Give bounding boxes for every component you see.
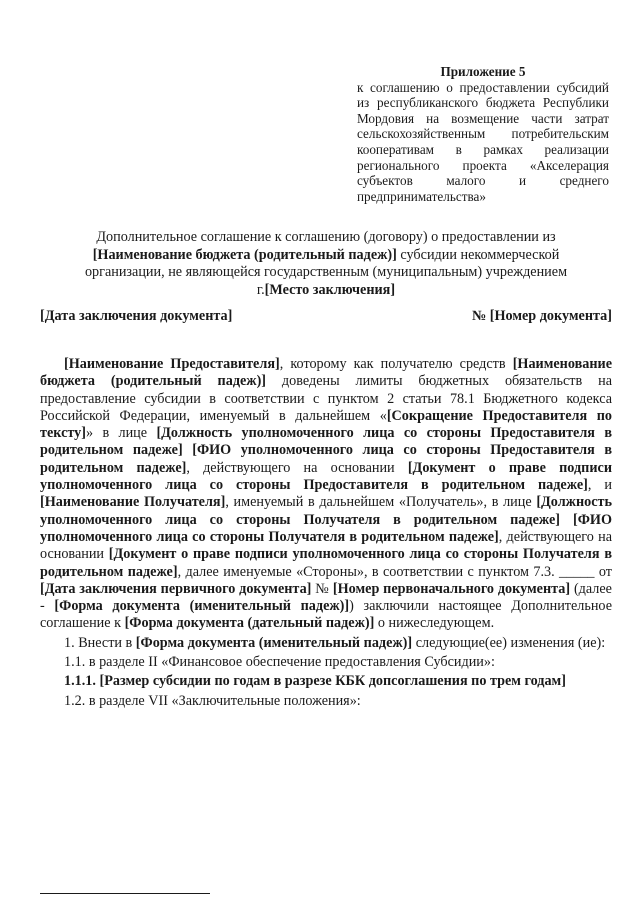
placeholder-text: [Наименование Получателя] <box>40 494 226 511</box>
placeholder-text: [ФИО уполномоченного лица со стороны Получателя в родительном падеже] <box>40 511 612 545</box>
placeholder-text: [Наименование Предоставителя] <box>64 356 280 372</box>
clause-1-2-paragraph: 1.2. в разделе VII «Заключительные положения»: <box>64 692 361 709</box>
heading-line-2 <box>40 247 612 265</box>
heading-text: Дополнительное соглашение к соглашению (договору) о предоставлении из <box>96 229 556 245</box>
body-text: о нижеследующем. <box>374 615 495 632</box>
body-text: № <box>311 580 333 597</box>
body-text: ) заключили настоящее Дополнительное соглашение к <box>40 598 612 632</box>
placeholder-text: [Номер первоначального документа] <box>332 580 571 597</box>
clause-number: 1.1.1. <box>64 673 100 690</box>
number-sign: № <box>471 308 490 324</box>
body-text: » в лице <box>85 425 157 442</box>
document-body <box>40 356 612 710</box>
body-text <box>560 512 573 528</box>
body-text: , которому как получателю средств <box>279 356 513 372</box>
clause-placeholder: [Размер субсидии по годам в разрезе КБК допсоглашения по трем годам] <box>99 673 566 690</box>
body-text: (далее - <box>40 580 612 615</box>
placeholder-text: [Наименование бюджета (родительный падеж)] <box>40 356 612 390</box>
heading-text: г. <box>256 281 265 298</box>
body-text: , именуемый в дальнейшем «Получатель», в лице <box>225 494 537 511</box>
document-date: [Дата заключения документа] <box>40 308 233 324</box>
footnote-separator <box>40 893 210 894</box>
clause-1-1-paragraph: 1.1. в разделе II «Финансовое обеспечение предоставления Субсидии»: <box>64 654 495 671</box>
body-text: 1. Внести в <box>64 634 136 651</box>
placeholder-text: [Форма документа (дательный падеж)] <box>124 615 375 632</box>
body-text <box>183 442 193 458</box>
placeholder-text: [Дата заключения первичного документа] <box>40 580 312 597</box>
appendix-text: к соглашению о предоставлении субсидий из республиканского бюджета Республики Мордовия на возмещение части затрат сельскохозяйственным потребительским кооперативам в рамках реализации регионального проекта «Акселерация субъектов малого и среднего предпринимательства» <box>357 79 609 204</box>
placeholder-text: [Должность уполномоченного лица со стороны Предоставителя в родительном падеже] <box>40 425 612 459</box>
number-value: [Номер документа] <box>489 308 612 324</box>
date-number-row <box>40 308 612 325</box>
placeholder-text: [Форма документа (именительный падеж)] <box>54 598 350 615</box>
body-text: , и <box>587 477 612 494</box>
placeholder-text: [Сокращение Предоставителя по тексту] <box>40 407 612 442</box>
heading-line-1 <box>40 229 612 247</box>
heading-text: субсидии некоммерческой <box>396 246 560 263</box>
clause-1-1-1-paragraph <box>40 673 612 690</box>
clause-1-paragraph <box>40 635 612 652</box>
placeholder-text: [ФИО уполномоченного лица со стороны Предоставителя в родительном падеже] <box>40 442 612 476</box>
appendix-block <box>357 64 609 204</box>
heading-line-4 <box>40 282 612 300</box>
document-number <box>472 308 612 325</box>
placeholder-text: [Документ о праве подписи уполномоченного лица со стороны Предоставителя в родительном падеже] <box>40 459 612 494</box>
preamble-paragraph <box>40 356 612 633</box>
placeholder-text: [Форма документа (именительный падеж)] <box>135 634 413 651</box>
body-text: следующие(ее) изменения (ие): <box>412 634 606 651</box>
heading-placeholder-budget: [Наименование бюджета (родительный падеж)] <box>92 246 397 263</box>
body-text: доведены лимиты бюджетных обязательств на предоставление субсидии в соответствии с пунктом 2 статьи 78.1 Бюджетного кодекса Российской Федерации, именуемый в дальнейшем « <box>40 373 613 424</box>
body-text: , действующего на основании <box>40 528 612 563</box>
heading-placeholder-place: [Место заключения] <box>264 281 396 298</box>
body-text: , действующего на основании <box>186 459 408 476</box>
document-heading <box>40 229 612 299</box>
heading-text: организации, не являющейся государственным (муниципальным) учреждением <box>84 264 568 280</box>
heading-line-3 <box>40 264 612 282</box>
body-text: , далее именуемые «Стороны», в соответствии с пунктом 7.3. _____ от <box>177 563 613 580</box>
placeholder-text: [Должность уполномоченного лица со стороны Получателя в родительном падеже] <box>40 494 612 528</box>
placeholder-text: [Документ о праве подписи уполномоченного лица со стороны Получателя в родительном падеже] <box>40 546 612 580</box>
appendix-title: Приложение 5 <box>440 64 526 79</box>
